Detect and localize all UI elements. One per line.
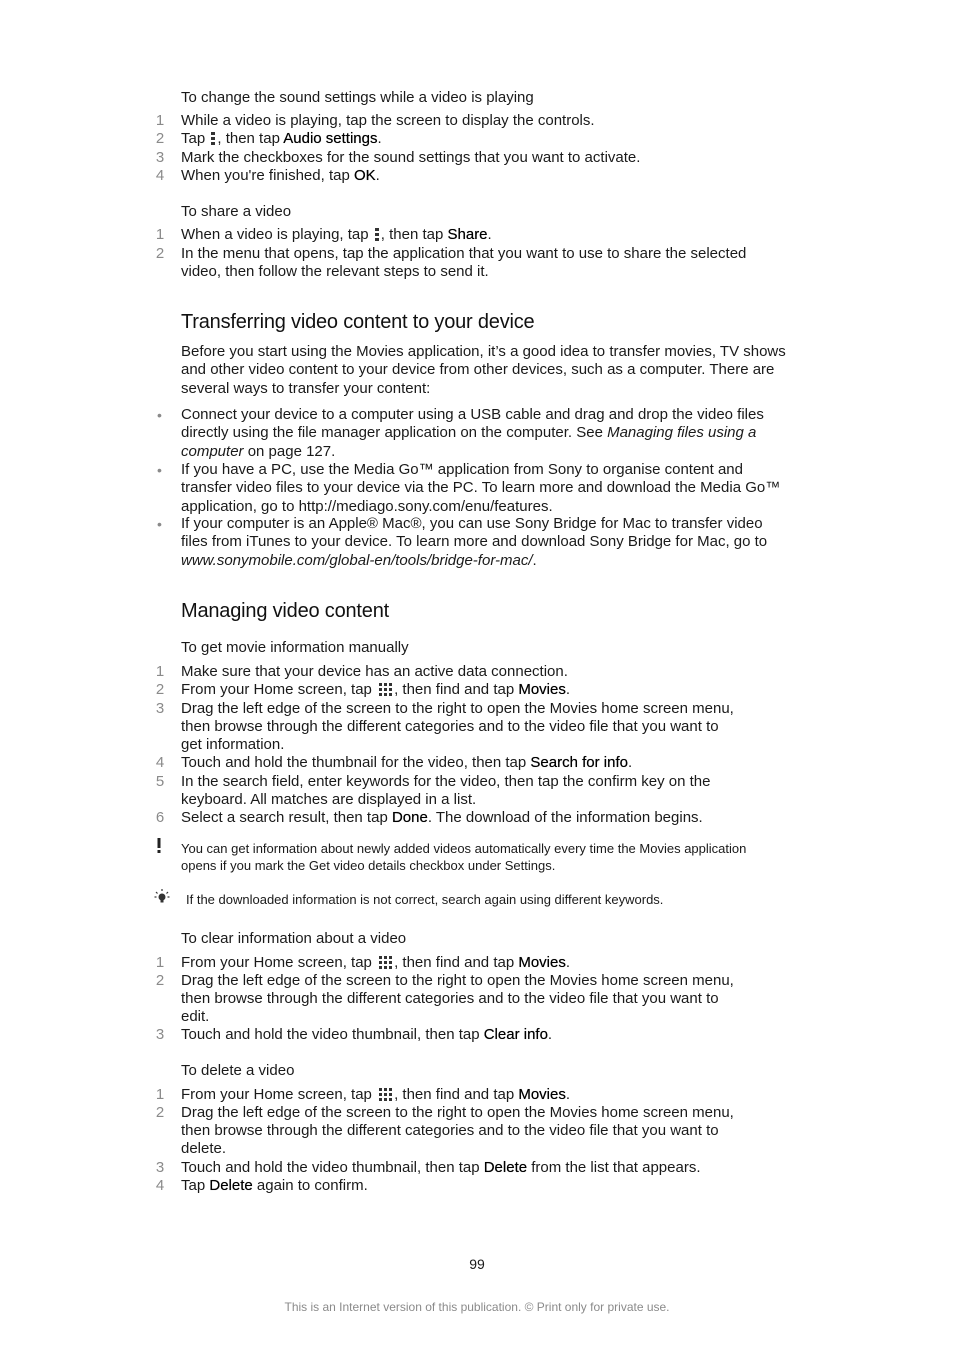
step-text: From your Home screen, tap , then find and tap Movies. xyxy=(181,1086,571,1103)
step-number: 3 xyxy=(155,700,165,717)
page-number: 99 xyxy=(469,1256,485,1272)
apps-grid-icon xyxy=(377,955,393,969)
note-text: You can get information about newly added videos automatically every time the Movies application opens if you mark the Get video details checkbox under Settings. xyxy=(181,841,747,873)
step-number: 1 xyxy=(155,226,165,243)
step-text: Tap , then tap Audio settings. xyxy=(181,130,382,147)
step-number: 2 xyxy=(155,130,165,147)
procedure-title: To get movie information manually xyxy=(181,639,409,656)
step-text: From your Home screen, tap , then find and tap Movies. xyxy=(181,681,571,698)
lightbulb-icon xyxy=(154,889,170,905)
procedure-title: To change the sound settings while a video is playing xyxy=(181,89,534,106)
bullet-text: If you have a PC, use the Media Go™ application from Sony to organise content and transfer video files to your device via the PC. To learn more and download the Media Go™ application, go to http://mediago.sony.com/enu/features. xyxy=(181,461,781,515)
step-text: Drag the left edge of the screen to the right to open the Movies home screen menu, then browse through the different categories and to the video file that you want to edit. xyxy=(181,972,734,1026)
section-heading: Managing video content xyxy=(181,600,389,622)
step-text: While a video is playing, tap the screen to display the controls. xyxy=(181,112,595,129)
intro-paragraph: Before you start using the Movies application, it’s a good idea to transfer movies, TV shows and other video content to your device from other devices, such as a computer. There are several ways to transfer your content: xyxy=(181,343,786,397)
bullet-mark: • xyxy=(157,407,162,423)
step-text: Mark the checkboxes for the sound settings that you want to activate. xyxy=(181,149,641,166)
bullet-mark: • xyxy=(157,462,162,478)
tip-text: If the downloaded information is not correct, search again using different keywords. xyxy=(186,892,664,907)
step-text: Select a search result, then tap Done. The download of the information begins. xyxy=(181,809,703,826)
step-number: 2 xyxy=(155,245,165,262)
step-number: 2 xyxy=(155,681,165,698)
menu-icon xyxy=(210,132,216,145)
step-text: In the menu that opens, tap the application that you want to use to share the selected video, then follow the relevant steps to send it. xyxy=(181,245,747,281)
step-number: 4 xyxy=(155,754,165,771)
apps-grid-icon xyxy=(377,682,393,696)
footer-notice: This is an Internet version of this publication. © Print only for private use. xyxy=(284,1300,670,1314)
step-text: When you're finished, tap OK. xyxy=(181,167,380,184)
step-number: 2 xyxy=(155,1104,165,1121)
step-number: 1 xyxy=(155,663,165,680)
step-text: Drag the left edge of the screen to the right to open the Movies home screen menu, then browse through the different categories and to the video file that you want to get information. xyxy=(181,700,734,754)
step-text: From your Home screen, tap , then find and tap Movies. xyxy=(181,954,571,971)
procedure-title: To clear information about a video xyxy=(181,930,407,947)
cross-reference-link[interactable]: Managing files using a computer xyxy=(181,424,757,460)
step-number: 5 xyxy=(155,773,165,790)
step-number: 3 xyxy=(155,1159,165,1176)
step-text: In the search field, enter keywords for the video, then tap the confirm key on the keyboard. All matches are displayed in a list. xyxy=(181,773,711,809)
step-number: 4 xyxy=(155,167,165,184)
step-number: 3 xyxy=(155,149,165,166)
step-text: Make sure that your device has an active data connection. xyxy=(181,663,568,680)
step-number: 1 xyxy=(155,112,165,129)
step-text: Touch and hold the video thumbnail, then tap Clear info. xyxy=(181,1026,553,1043)
step-text: Drag the left edge of the screen to the right to open the Movies home screen menu, then browse through the different categories and to the video file that you want to delete. xyxy=(181,1104,734,1158)
step-text: Tap Delete again to confirm. xyxy=(181,1177,368,1194)
step-text: When a video is playing, tap , then tap Share. xyxy=(181,226,492,243)
apps-grid-icon xyxy=(377,1087,393,1101)
menu-icon xyxy=(374,228,380,241)
bullet-text: Connect your device to a computer using a USB cable and drag and drop the video files directly using the file manager application on the computer. See Managing files using a computer on page 127. xyxy=(181,406,764,460)
step-number: 2 xyxy=(155,972,165,989)
web-link[interactable]: www.sonymobile.com/global-en/tools/bridge-for-mac/ xyxy=(181,551,533,569)
procedure-title: To delete a video xyxy=(181,1062,295,1079)
step-number: 3 xyxy=(155,1026,165,1043)
exclamation-icon xyxy=(155,838,163,854)
step-number: 6 xyxy=(155,809,165,826)
step-number: 4 xyxy=(155,1177,165,1194)
bullet-text: If your computer is an Apple® Mac®, you can use Sony Bridge for Mac to transfer video files from iTunes to your device. To learn more and download Sony Bridge for Mac, go to www.sonymobile.com/global-en/tools/bridge-for-mac/. xyxy=(181,515,768,569)
step-number: 1 xyxy=(155,954,165,971)
section-heading: Transferring video content to your device xyxy=(181,311,535,333)
step-number: 1 xyxy=(155,1086,165,1103)
step-text: Touch and hold the video thumbnail, then tap Delete from the list that appears. xyxy=(181,1159,701,1176)
bullet-mark: • xyxy=(157,516,162,532)
step-text: Touch and hold the thumbnail for the video, then tap Search for info. xyxy=(181,754,633,771)
procedure-title: To share a video xyxy=(181,203,292,220)
